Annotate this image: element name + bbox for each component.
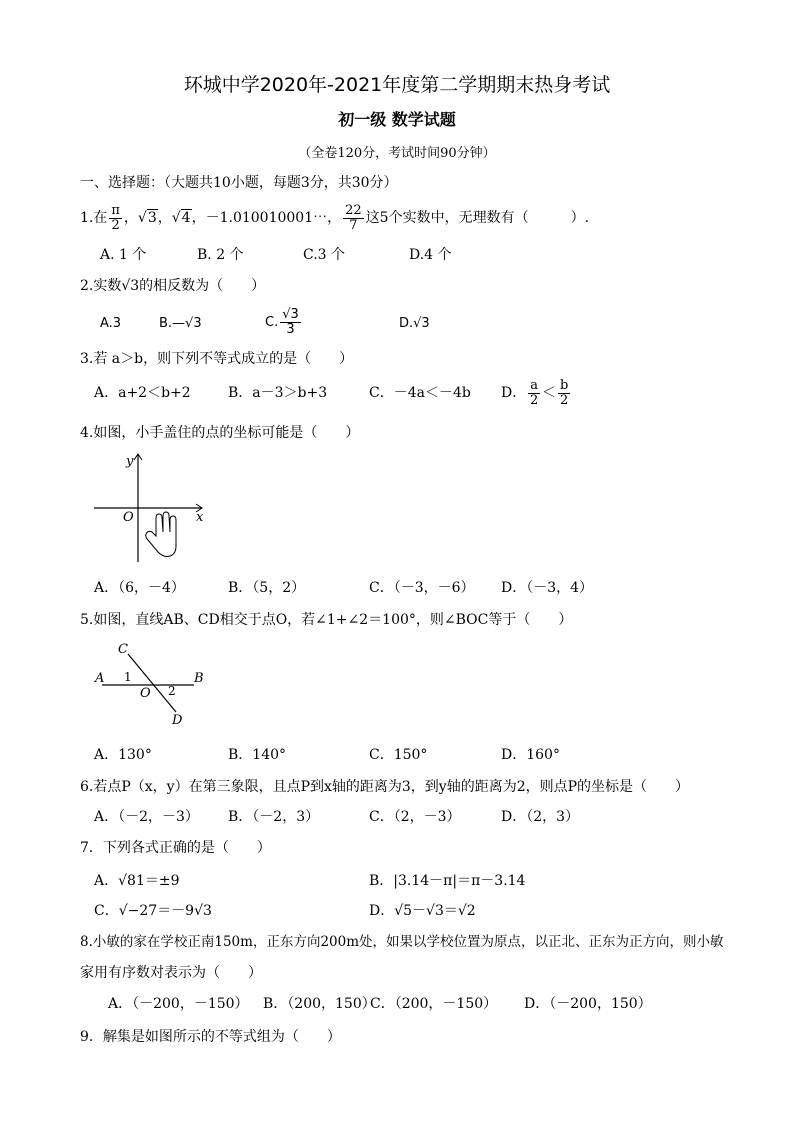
q2-option-c-label: C. xyxy=(265,314,279,330)
point-b-label: B xyxy=(194,671,204,686)
q6-option-c: C．（2，－3） xyxy=(369,809,461,825)
q1-fraction-pi xyxy=(109,204,122,232)
q3-option-b: B．a－3＞b+3 xyxy=(228,385,328,401)
q3-option-d xyxy=(501,376,572,410)
q1-pi: π xyxy=(111,202,120,218)
q2-c-num: √3 xyxy=(282,306,299,322)
q4-option-b: B．（5，2） xyxy=(228,580,306,596)
y-axis-label: y xyxy=(126,454,134,469)
question-9-stem: 9．解集是如图所示的不等式组为（ ） xyxy=(80,1029,341,1045)
point-c-label: C xyxy=(118,642,128,657)
q1-sep1: ， xyxy=(123,210,138,226)
q1-option-d: D.4 个 xyxy=(409,247,452,263)
q8-option-a: A．（－200，－150） xyxy=(108,996,249,1012)
q5-option-a: A．130° xyxy=(94,747,152,763)
line-cd xyxy=(128,654,176,712)
q4-option-d: D．（－3，4） xyxy=(501,580,594,596)
question-6-stem: 6.若点P（x，y）在第三象限，且点P到x轴的距离为3，到y轴的距离为2，则点P的坐标是（ ） xyxy=(80,779,690,795)
q2-option-a: A.3 xyxy=(100,316,122,331)
exam-note: （全卷120分，考试时间90分钟） xyxy=(298,146,496,161)
question-1-stem xyxy=(80,201,589,235)
q1-sqrt3 xyxy=(138,211,158,225)
q8-option-c: C．（200，－150） xyxy=(370,996,498,1012)
section-heading: 一、选择题：（大题共10小题，每题3分，共30分） xyxy=(80,175,398,191)
q6-option-a: A．（－2，－3） xyxy=(94,809,199,825)
q1-option-b: B. 2 个 xyxy=(197,247,244,263)
point-a-label: A xyxy=(95,671,105,686)
sqrt-icon: √ xyxy=(137,210,147,226)
q3-d-b: b xyxy=(560,377,569,393)
q1-sqrt4 xyxy=(172,211,192,225)
q1-fraction-22-7 xyxy=(343,204,364,232)
origin-label: O xyxy=(123,510,134,525)
q3-d-frac-a xyxy=(528,379,540,407)
question-7-stem: 7．下列各式正确的是（ ） xyxy=(80,840,271,856)
q2-option-c-fraction xyxy=(280,308,301,336)
q5-option-c: C．150° xyxy=(369,747,428,763)
q6-option-b: B．（－2，3） xyxy=(228,809,320,825)
q1-sep2: ， xyxy=(157,210,172,226)
q3-option-a: A．a+2＜b+2 xyxy=(94,385,191,401)
q6-option-d: D．（2，3） xyxy=(501,809,580,825)
q8-option-d: D．（－200，150） xyxy=(524,996,652,1012)
exam-title: 环城中学2020年-2021年度第二学期期末热身考试 xyxy=(183,74,611,96)
q1-prefix: 1.在 xyxy=(80,210,108,226)
q1-n22: 22 xyxy=(345,202,362,218)
q2-c-den: 3 xyxy=(286,321,295,337)
question-2-stem: 2.实数√3的相反数为（ ） xyxy=(80,278,266,294)
q2-option-c xyxy=(265,304,303,340)
exam-subtitle: 初一级 数学试题 xyxy=(338,110,456,129)
q4-option-a: A．（6，－4） xyxy=(94,580,185,596)
q7-option-b: B．|3.14－π|＝π－3.14 xyxy=(369,873,526,889)
q7-option-a: A．√81＝±9 xyxy=(94,873,180,889)
angle-2-label: 2 xyxy=(168,684,176,698)
q7-option-c: C．√−27＝－9√3 xyxy=(94,903,212,919)
q5-option-b: B．140° xyxy=(228,747,287,763)
sqrt-icon: √ xyxy=(171,210,181,226)
q3-option-c: C．－4a＜－4b xyxy=(369,385,471,401)
q3-d-two2: 2 xyxy=(560,392,569,408)
q1-d7: 7 xyxy=(349,217,358,233)
angle-1-label: 1 xyxy=(124,670,132,684)
q5-option-d: D．160° xyxy=(501,747,560,763)
q4-coordinate-figure xyxy=(90,448,220,566)
q1-option-c: C.3 个 xyxy=(303,247,346,263)
x-axis-label: x xyxy=(196,510,204,525)
question-8-stem-line1: 8.小敏的家在学校正南150m，正东方向200m处，如果以学校位置为原点，以正北、正东为正方向，则小敏 xyxy=(80,934,724,950)
point-o-label: O xyxy=(140,686,151,701)
q8-option-b: B．（200，150） xyxy=(263,996,376,1012)
q1-r3: 3 xyxy=(147,210,157,226)
q1-suffix: 这5个实数中，无理数有（ ）. xyxy=(365,210,590,226)
question-8-stem-line2: 家用有序数对表示为（ ） xyxy=(80,965,262,981)
q1-two: 2 xyxy=(111,217,120,233)
q3-d-frac-b xyxy=(558,379,570,407)
q1-option-a: A. 1 个 xyxy=(100,247,147,263)
q3-d-lt: ＜ xyxy=(542,385,556,401)
q2-option-b: B.—√3 xyxy=(159,316,202,331)
q4-option-c: C．（－3，－6） xyxy=(369,580,475,596)
q3-d-a: a xyxy=(530,377,538,393)
q5-lines-figure xyxy=(90,638,220,730)
q1-r4: 4 xyxy=(181,210,191,226)
question-3-stem: 3.若 a＞b，则下列不等式成立的是（ ） xyxy=(80,351,354,367)
hand-icon xyxy=(146,512,176,557)
question-4-stem: 4.如图，小手盖住的点的坐标可能是（ ） xyxy=(80,425,360,441)
question-5-stem: 5.如图，直线AB、CD相交于点O，若∠1+∠2＝100°，则∠BOC等于（ ） xyxy=(80,612,573,628)
q7-option-d: D．√5－√3＝√2 xyxy=(369,903,476,919)
q3-d-two1: 2 xyxy=(529,392,539,408)
point-d-label: D xyxy=(172,713,183,728)
q1-seq: ，－1.010010001⋯， xyxy=(191,210,342,226)
q3-d-label: D． xyxy=(501,385,527,401)
q2-option-d: D.√3 xyxy=(399,316,430,331)
